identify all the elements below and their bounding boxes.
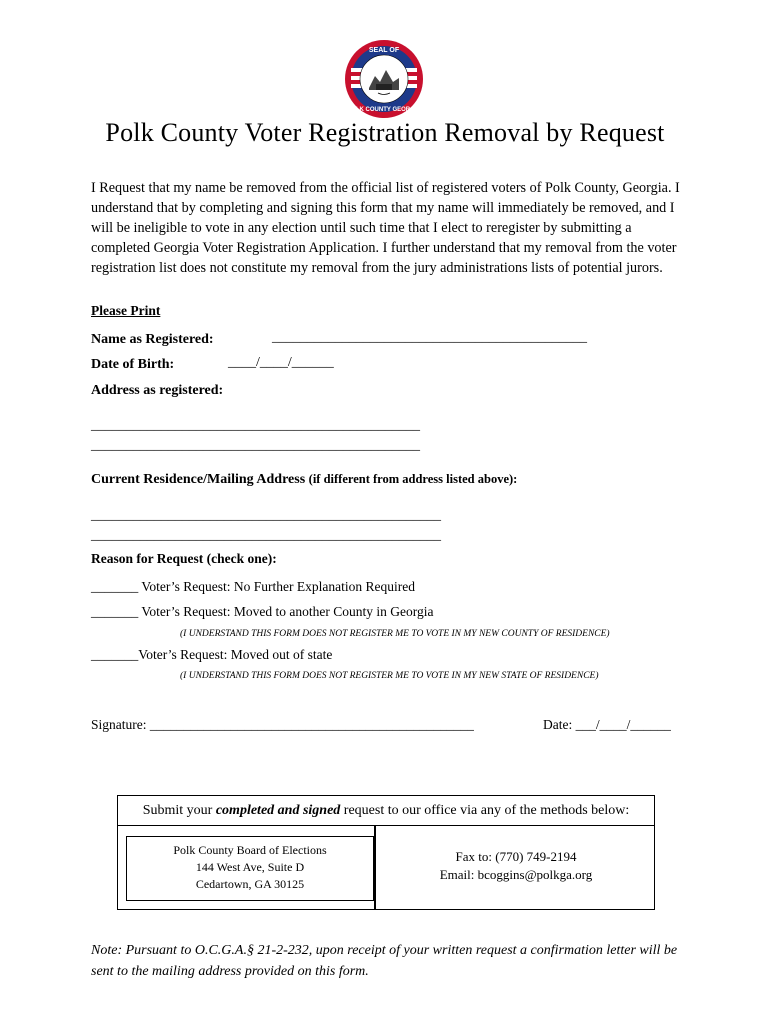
reason-option-moved-county[interactable]: _______ Voter’s Request: Moved to another County in Georgia <box>91 604 434 619</box>
dob-field[interactable]: ____/____/______ <box>228 355 334 370</box>
email-address[interactable]: Email: bcoggins@polkga.org <box>439 867 593 882</box>
legal-note: Note: Pursuant to O.C.G.A.§ 21-2-232, upon receipt of your written request a confirmation letter will be sent to the mailing address provided on this form. <box>91 943 678 979</box>
contact-block <box>380 848 652 884</box>
seal-top-text: SEAL OF <box>368 47 400 54</box>
dob-label: Date of Birth: <box>91 357 175 372</box>
name-field[interactable]: _____________________________________________ <box>272 330 587 345</box>
address-field-1[interactable]: _______________________________________________ <box>91 418 420 433</box>
please-print-label: Please Print <box>91 303 161 318</box>
reason-option-moved-state[interactable]: _______Voter’s Request: Moved out of state <box>91 647 333 662</box>
current-address-heading <box>91 472 517 488</box>
signature-date-field[interactable]: Date: ___/____/______ <box>543 717 671 732</box>
box-divider <box>374 826 376 909</box>
current-address-note: (if different from address listed above): <box>308 472 518 486</box>
address-field-2[interactable]: _______________________________________________ <box>91 438 420 453</box>
page-title: Polk County Voter Registration Removal by Request <box>105 118 665 147</box>
fax-number: Fax to: (770) 749-2194 <box>455 849 577 864</box>
office-city: Cedartown, GA 30125 <box>195 877 305 891</box>
office-name: Polk County Board of Elections <box>173 843 327 857</box>
current-address-field-2[interactable]: __________________________________________________ <box>91 528 441 543</box>
current-address-label: Current Residence/Mailing Address <box>91 472 306 487</box>
name-label: Name as Registered: <box>91 332 214 347</box>
seal-bottom-text: POLK COUNTY GEORGIA <box>347 107 421 113</box>
intro-paragraph: I Request that my name be removed from the official list of registered voters of Polk County, Georgia. I understand that by completing and signing this form that my name will immediately be removed, and I will be ineligible to vote in any election until such time that I elect to reregister by submitting a completed Georgia Voter Registration Application. I further understand that my removal from the voter registration list does not constitute my removal from the jury administrations lists of potential jurors. <box>91 180 680 276</box>
signature-field[interactable]: Signature: ________________________________________________ <box>91 717 474 732</box>
reason-heading: Reason for Request (check one): <box>91 551 277 566</box>
reason-state-note: (I UNDERSTAND THIS FORM DOES NOT REGISTER ME TO VOTE IN MY NEW STATE OF RESIDENCE) <box>180 671 599 681</box>
mailing-address-block <box>126 836 374 901</box>
submit-emphasis: completed and signed <box>215 803 341 818</box>
submit-methods-box <box>117 795 655 910</box>
submit-instructions: Submit your completed and signed request to our office via any of the methods below: <box>118 796 654 826</box>
reason-county-note: (I UNDERSTAND THIS FORM DOES NOT REGISTER ME TO VOTE IN MY NEW COUNTY OF RESIDENCE) <box>180 629 610 639</box>
current-address-field-1[interactable]: __________________________________________________ <box>91 508 441 523</box>
office-street: 144 West Ave, Suite D <box>195 860 305 874</box>
county-seal-logo <box>343 38 425 120</box>
address-label: Address as registered: <box>91 383 224 398</box>
reason-option-no-explanation[interactable]: _______ Voter’s Request: No Further Explanation Required <box>91 579 415 594</box>
